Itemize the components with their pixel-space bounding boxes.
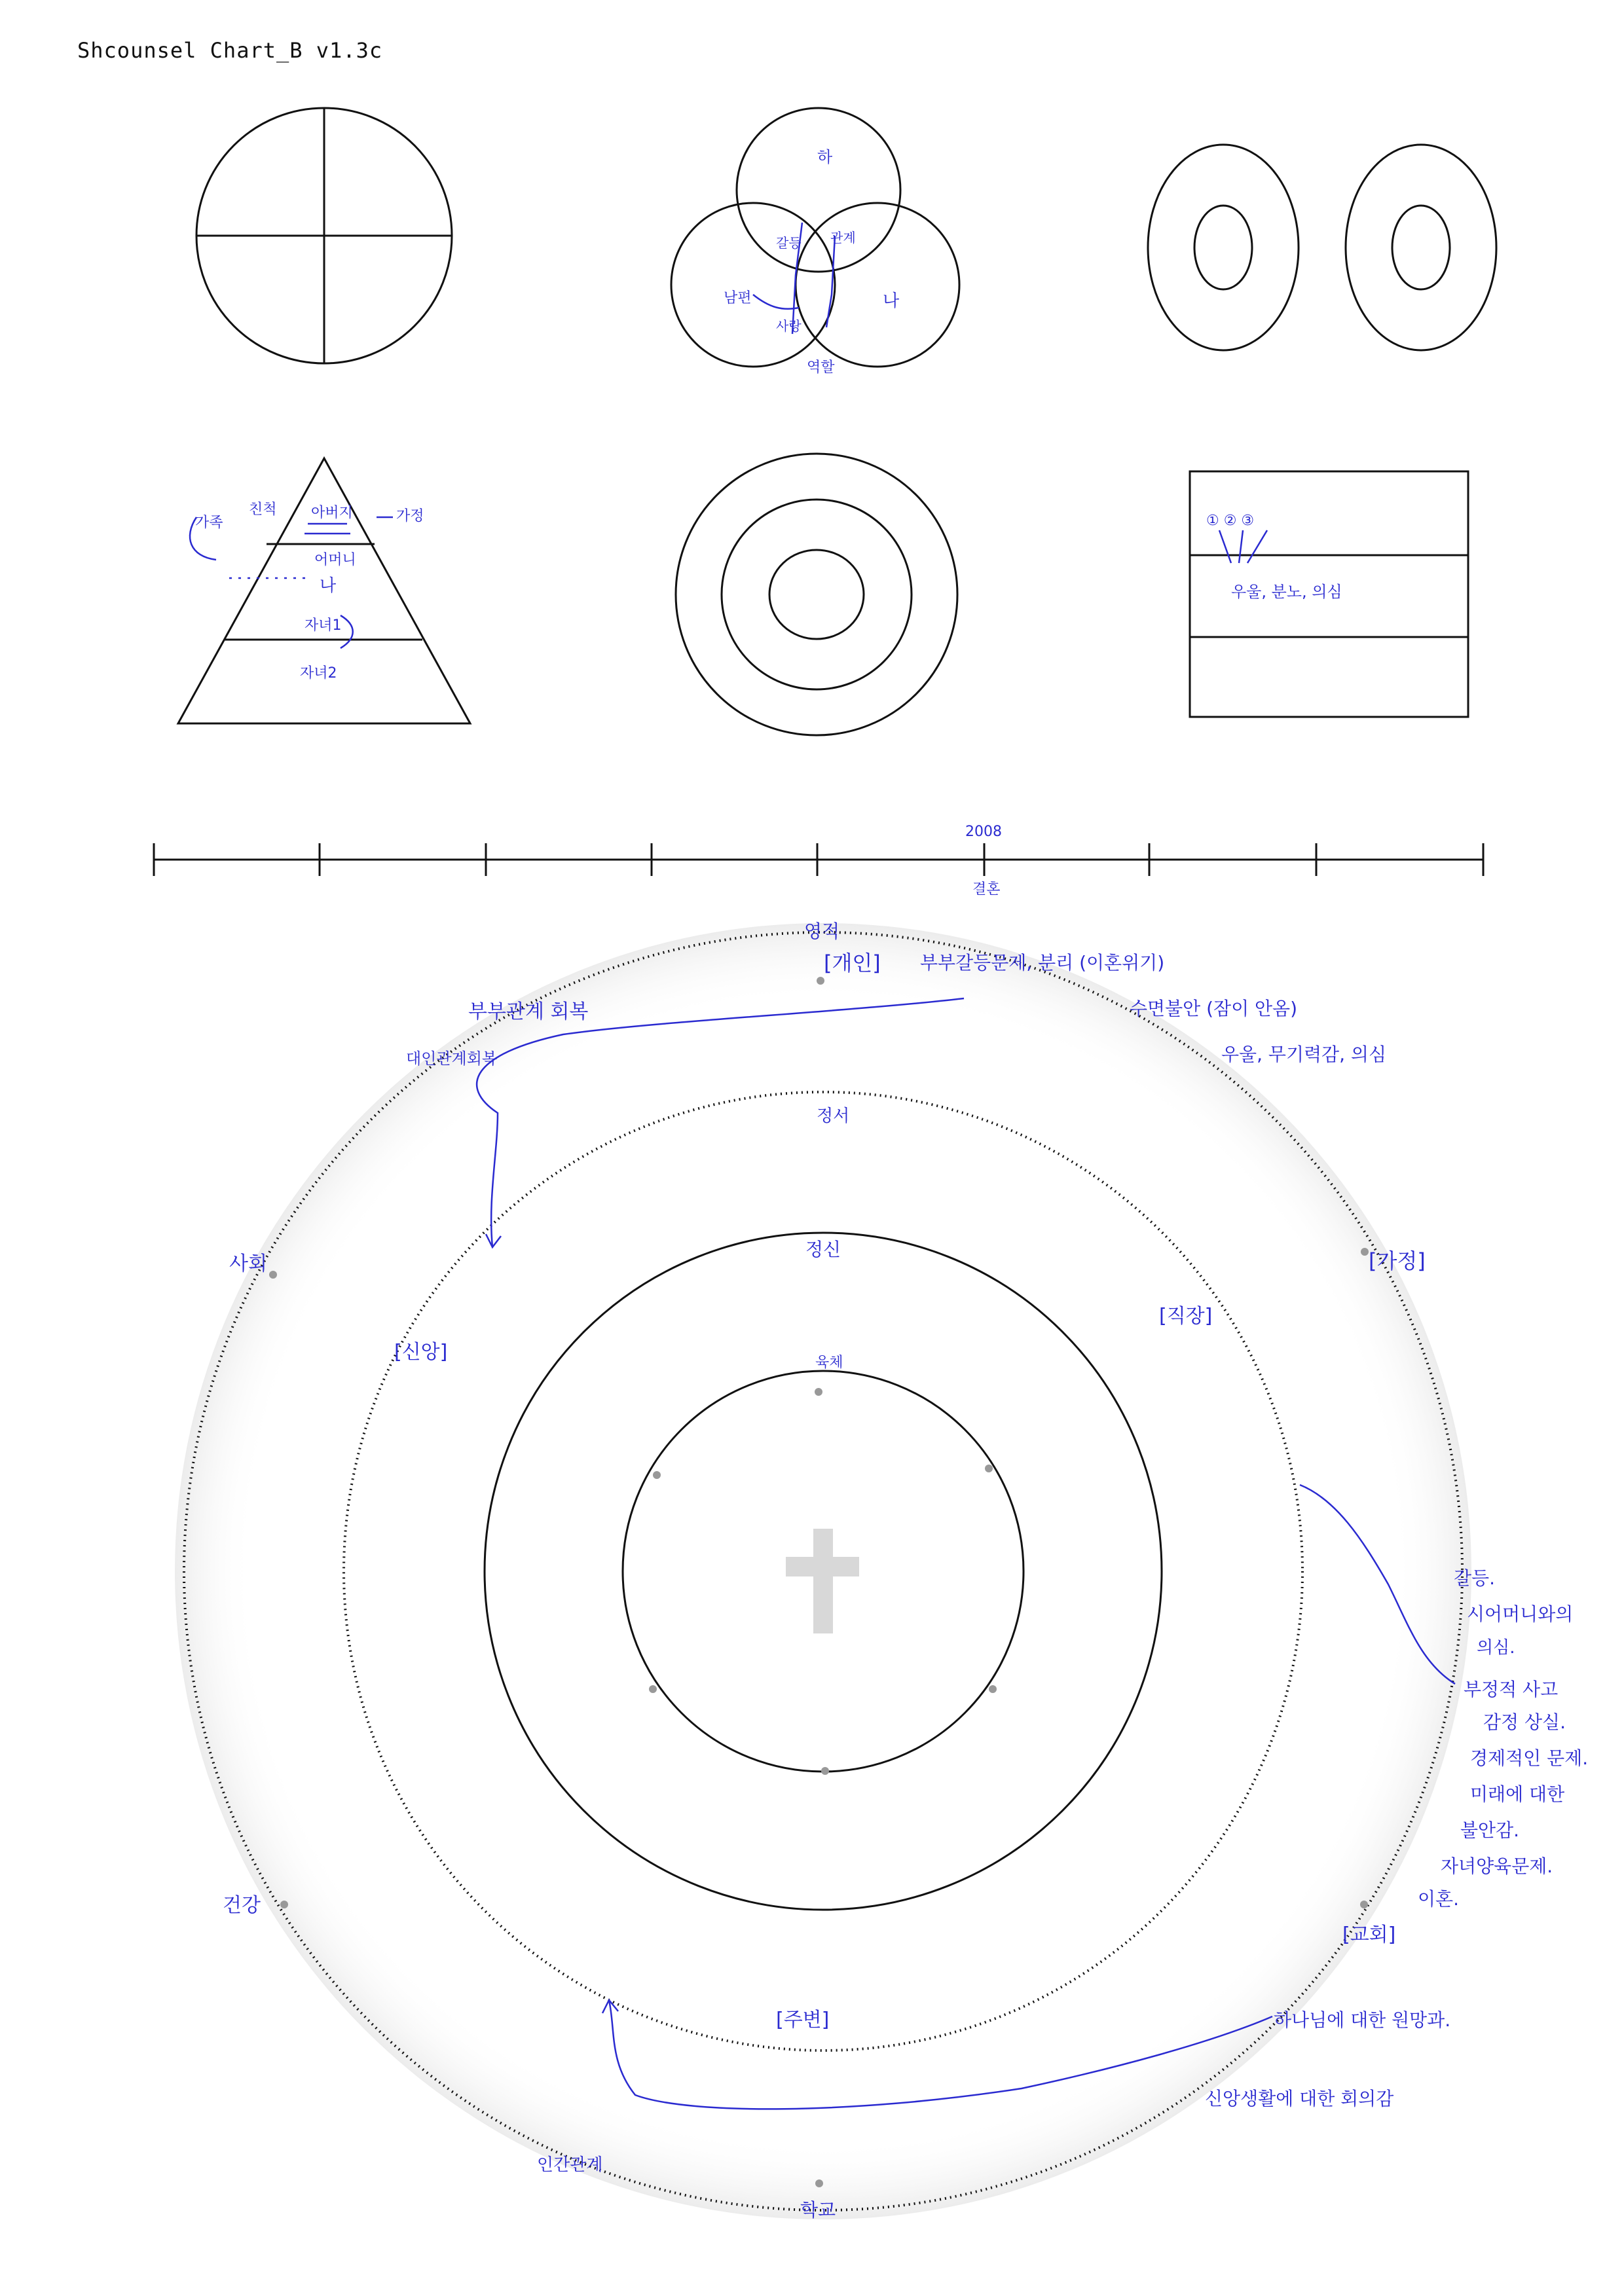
pyramid-tier1: 아버지 xyxy=(311,505,353,521)
target-right-outer-bracket: [가정] xyxy=(1369,1248,1426,1273)
venn-label-overlap-a: 갈등 xyxy=(776,235,802,251)
target-note-top-1: 부부갈등문제, 분리 (이혼위기) xyxy=(920,952,1165,974)
target-right-note-8: 자녀양육문제. xyxy=(1441,1855,1553,1877)
target-top-outer: 영적 xyxy=(804,920,840,942)
venn-label-overlap-b: 관계 xyxy=(830,230,856,246)
venn-diagram xyxy=(671,108,959,376)
venn-label-mid: 사랑 xyxy=(776,318,802,334)
pyramid-sibling1: 자녀1 xyxy=(304,617,342,634)
pyramid-right-note: 가정 xyxy=(396,508,424,524)
pyramid-sibling2: 자녀2 xyxy=(300,665,337,682)
target-right-note-3: 부정적 사고 xyxy=(1464,1679,1559,1700)
target-right-note-7: 불안감. xyxy=(1460,1819,1520,1841)
timeline-year: 2008 xyxy=(965,824,1002,840)
marker-dot xyxy=(269,1271,277,1279)
target-right-note-9: 이혼. xyxy=(1418,1888,1459,1910)
target-bottom-note-2: 신앙생활에 대한 회의감 xyxy=(1205,2088,1394,2109)
marker-dot xyxy=(815,1388,822,1396)
marker-dot xyxy=(1361,1248,1369,1256)
pyramid-tier2: 어머니 xyxy=(314,552,356,568)
venn-label-bottom: 역할 xyxy=(807,359,835,376)
row-box xyxy=(1190,471,1468,717)
marker-dot xyxy=(817,977,824,985)
marker-dot xyxy=(280,1901,288,1908)
marker-dot xyxy=(821,1767,829,1775)
target-bracket-top: [개인] xyxy=(824,951,881,975)
target-right-note-5: 경제적인 문제. xyxy=(1470,1747,1589,1769)
target-right-note-4: 감정 상실. xyxy=(1483,1711,1566,1733)
venn-label-top: 하 xyxy=(817,148,833,166)
target-right-inner-bracket: [직장] xyxy=(1159,1305,1213,1328)
target-bottom-bracket: [주변] xyxy=(776,2009,830,2032)
target-bracket-right-low: [교회] xyxy=(1342,1923,1396,1946)
target-left-outer: 사회 xyxy=(229,1252,267,1275)
target-right-note-1: 시어머니와의 xyxy=(1467,1603,1574,1625)
pyramid-left-b: 친척 xyxy=(249,501,277,518)
big-target xyxy=(175,920,1588,2221)
target-left-inner-bracket: [신앙] xyxy=(394,1341,448,1364)
row-box-note: 우울, 분노, 의심 xyxy=(1231,583,1342,601)
pyramid xyxy=(178,458,470,723)
target-right-note-2: 의심. xyxy=(1477,1638,1515,1658)
target-ring2-top: 정서 xyxy=(817,1106,850,1126)
target-left-low: 건강 xyxy=(223,1894,261,1917)
target-note-top-2: 수면불안 (잠이 안옴) xyxy=(1130,998,1298,1019)
venn-label-left: 남편 xyxy=(724,290,752,306)
pyramid-left-a: 가족 xyxy=(195,515,223,531)
pyramid-me: 나 xyxy=(320,576,337,596)
target-right-note-6: 미래에 대한 xyxy=(1470,1783,1565,1805)
timeline-event: 결혼 xyxy=(972,881,1001,898)
timeline xyxy=(154,824,1483,898)
target-bottom-left: 인간관계 xyxy=(537,2155,603,2175)
target-ring4-top: 육체 xyxy=(815,1355,843,1371)
marker-dot xyxy=(649,1685,657,1693)
small-target xyxy=(676,454,957,735)
page-title: Shcounsel Chart_B v1.3c xyxy=(77,38,383,63)
marker-dot xyxy=(1360,1901,1368,1908)
row-box-marks: ① ② ③ xyxy=(1206,513,1255,529)
target-left-top-a: 부부관계 회복 xyxy=(468,1000,589,1023)
target-bottom: 학교 xyxy=(800,2199,836,2221)
venn-label-right: 나 xyxy=(883,291,900,311)
concentric-ovals xyxy=(1148,145,1496,350)
target-note-top-3: 우울, 무기력감, 의심 xyxy=(1221,1044,1386,1065)
marker-dot xyxy=(985,1465,993,1472)
target-ring3-top: 정신 xyxy=(805,1239,841,1260)
target-right-note-0: 갈등. xyxy=(1454,1567,1495,1589)
target-left-top-b: 대인관계회복 xyxy=(406,1049,498,1068)
target-bottom-note-1: 하나님에 대한 원망과. xyxy=(1274,2009,1451,2031)
marker-dot xyxy=(815,2179,823,2187)
marker-dot xyxy=(653,1471,661,1479)
marker-dot xyxy=(989,1685,997,1693)
quartered-circle xyxy=(196,108,452,363)
